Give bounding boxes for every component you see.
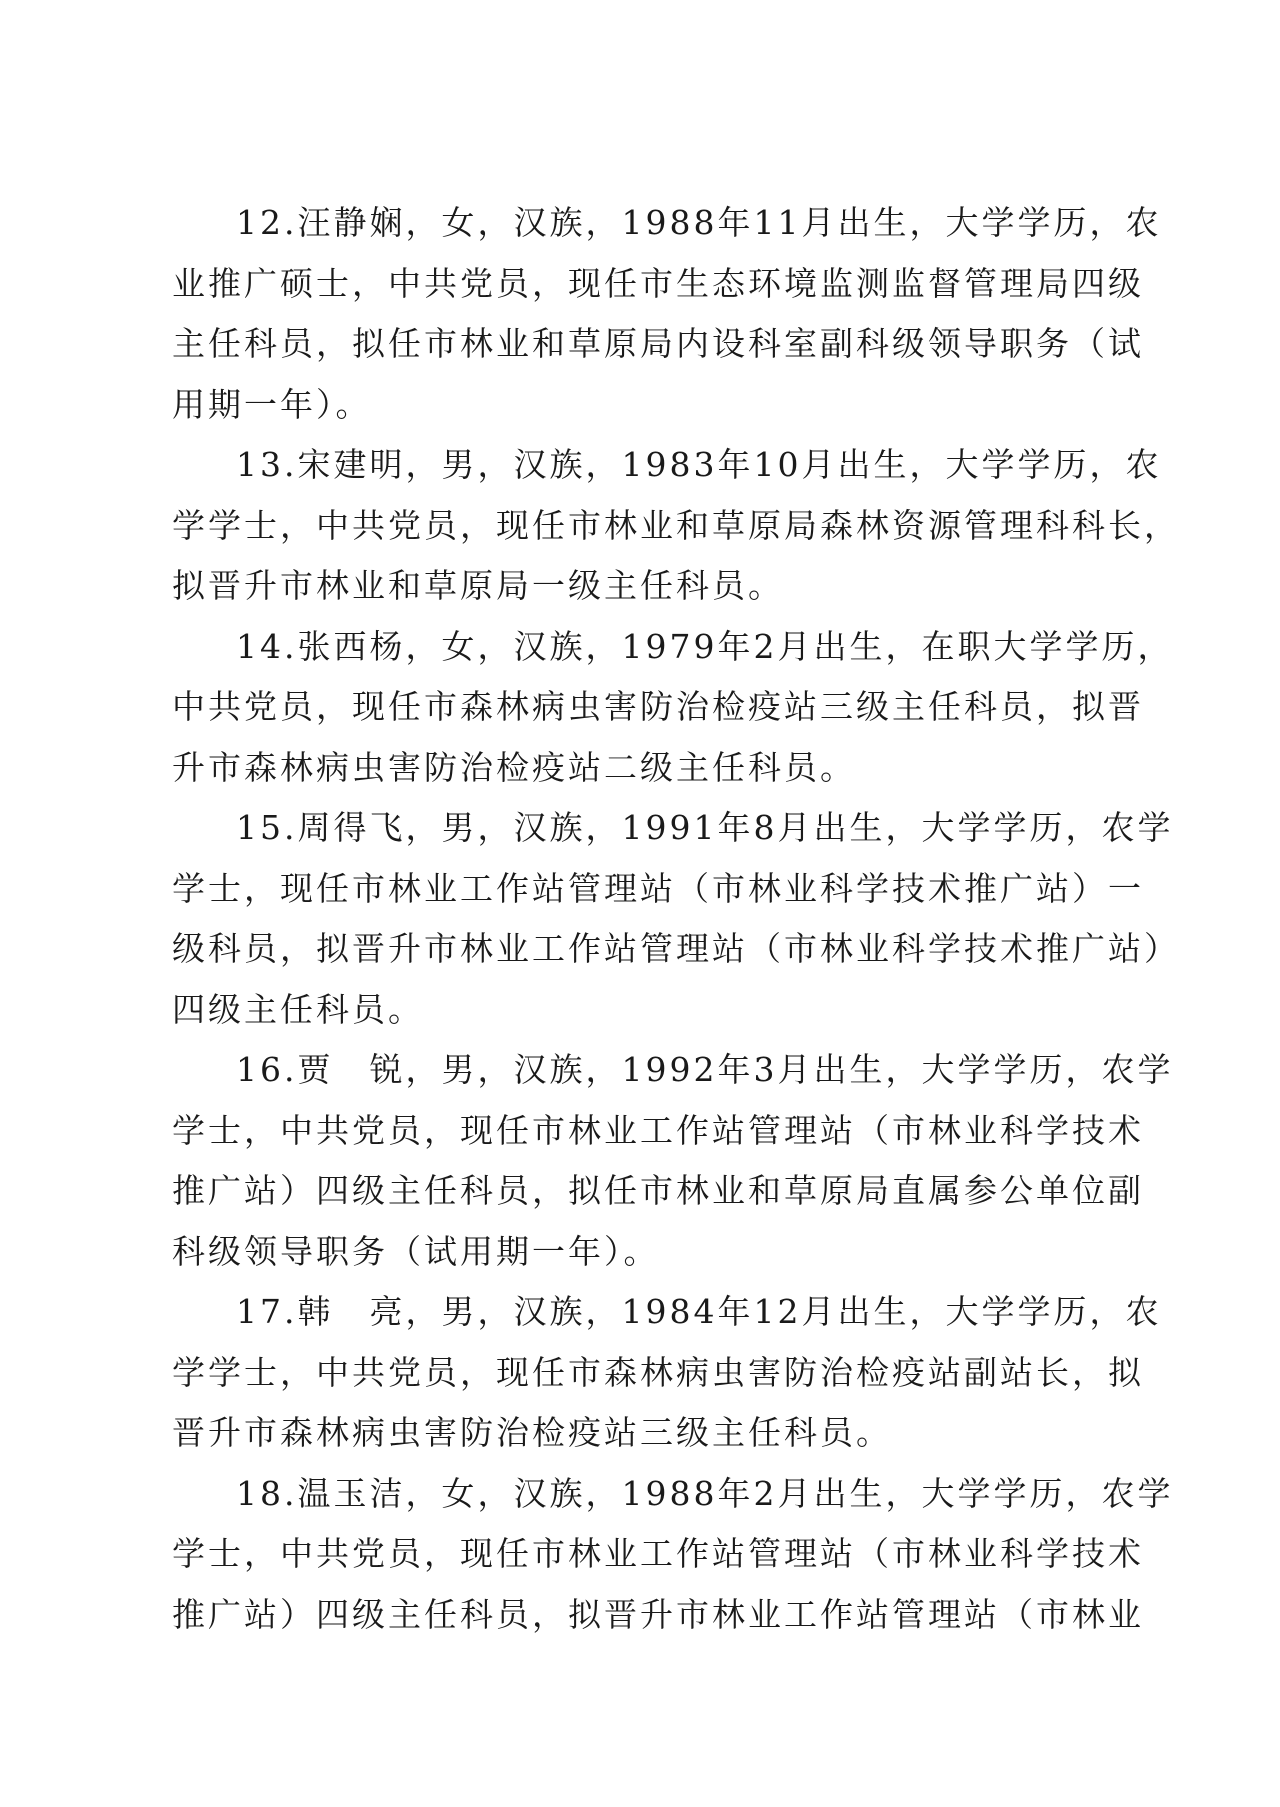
text-line: 用期一年）。 [172, 384, 372, 424]
document-body [172, 193, 1180, 1645]
text-line: 中共党员，现任市森林病虫害防治检疫站三级主任科员，拟晋 [172, 687, 1144, 726]
text-line: 12.汪静娴，女，汉族，1988年11月出生，大学学历，农 [236, 203, 1162, 242]
text-line: 科级领导职务（试用期一年）。 [172, 1231, 660, 1271]
text-line: 16.贾 锐，男，汉族，1992年3月出生，大学学历，农学 [236, 1050, 1174, 1089]
text-line: 14.张西杨，女，汉族，1979年2月出生，在职大学学历， [236, 626, 1174, 666]
list-item [172, 435, 1180, 617]
text-line: 15.周得飞，男，汉族，1991年8月出生，大学学历，农学 [236, 808, 1174, 847]
text-line: 17.韩 亮，男，汉族，1984年12月出生，大学学历，农 [236, 1292, 1162, 1331]
text-line: 四级主任科员。 [172, 989, 424, 1029]
text-line: 学士，中共党员，现任市林业工作站管理站（市林业科学技术 [172, 1534, 1144, 1573]
text-line: 学学士，中共党员，现任市森林病虫害防治检疫站副站长，拟 [172, 1352, 1144, 1392]
text-line: 学学士，中共党员，现任市林业和草原局森林资源管理科科长， [172, 505, 1180, 545]
text-line: 级科员，拟晋升市林业工作站管理站（市林业科学技术推广站） [172, 929, 1180, 968]
text-line: 主任科员，拟任市林业和草原局内设科室副科级领导职务（试 [172, 324, 1144, 363]
text-line: 晋升市森林病虫害防治检疫站三级主任科员。 [172, 1413, 892, 1452]
text-line: 学士，中共党员，现任市林业工作站管理站（市林业科学技术 [172, 1110, 1144, 1150]
list-item [172, 1040, 1174, 1282]
list-item [172, 798, 1180, 1040]
text-line: 升市森林病虫害防治检疫站二级主任科员。 [172, 747, 856, 787]
list-item [172, 1464, 1174, 1646]
text-line: 13.宋建明，男，汉族，1983年10月出生，大学学历，农 [236, 445, 1162, 484]
text-line: 业推广硕士，中共党员，现任市生态环境监测监督管理局四级 [172, 263, 1144, 303]
text-line: 学士，现任市林业工作站管理站（市林业科学技术推广站）一 [172, 868, 1144, 908]
list-item [172, 193, 1162, 435]
text-line: 推广站）四级主任科员，拟任市林业和草原局直属参公单位副 [172, 1171, 1144, 1210]
list-item [172, 1282, 1162, 1464]
text-line: 推广站）四级主任科员，拟晋升市林业工作站管理站（市林业 [172, 1594, 1144, 1634]
text-line: 拟晋升市林业和草原局一级主任科员。 [172, 566, 784, 605]
list-item [172, 617, 1174, 799]
text-line: 18.温玉洁，女，汉族，1988年2月出生，大学学历，农学 [236, 1473, 1174, 1513]
